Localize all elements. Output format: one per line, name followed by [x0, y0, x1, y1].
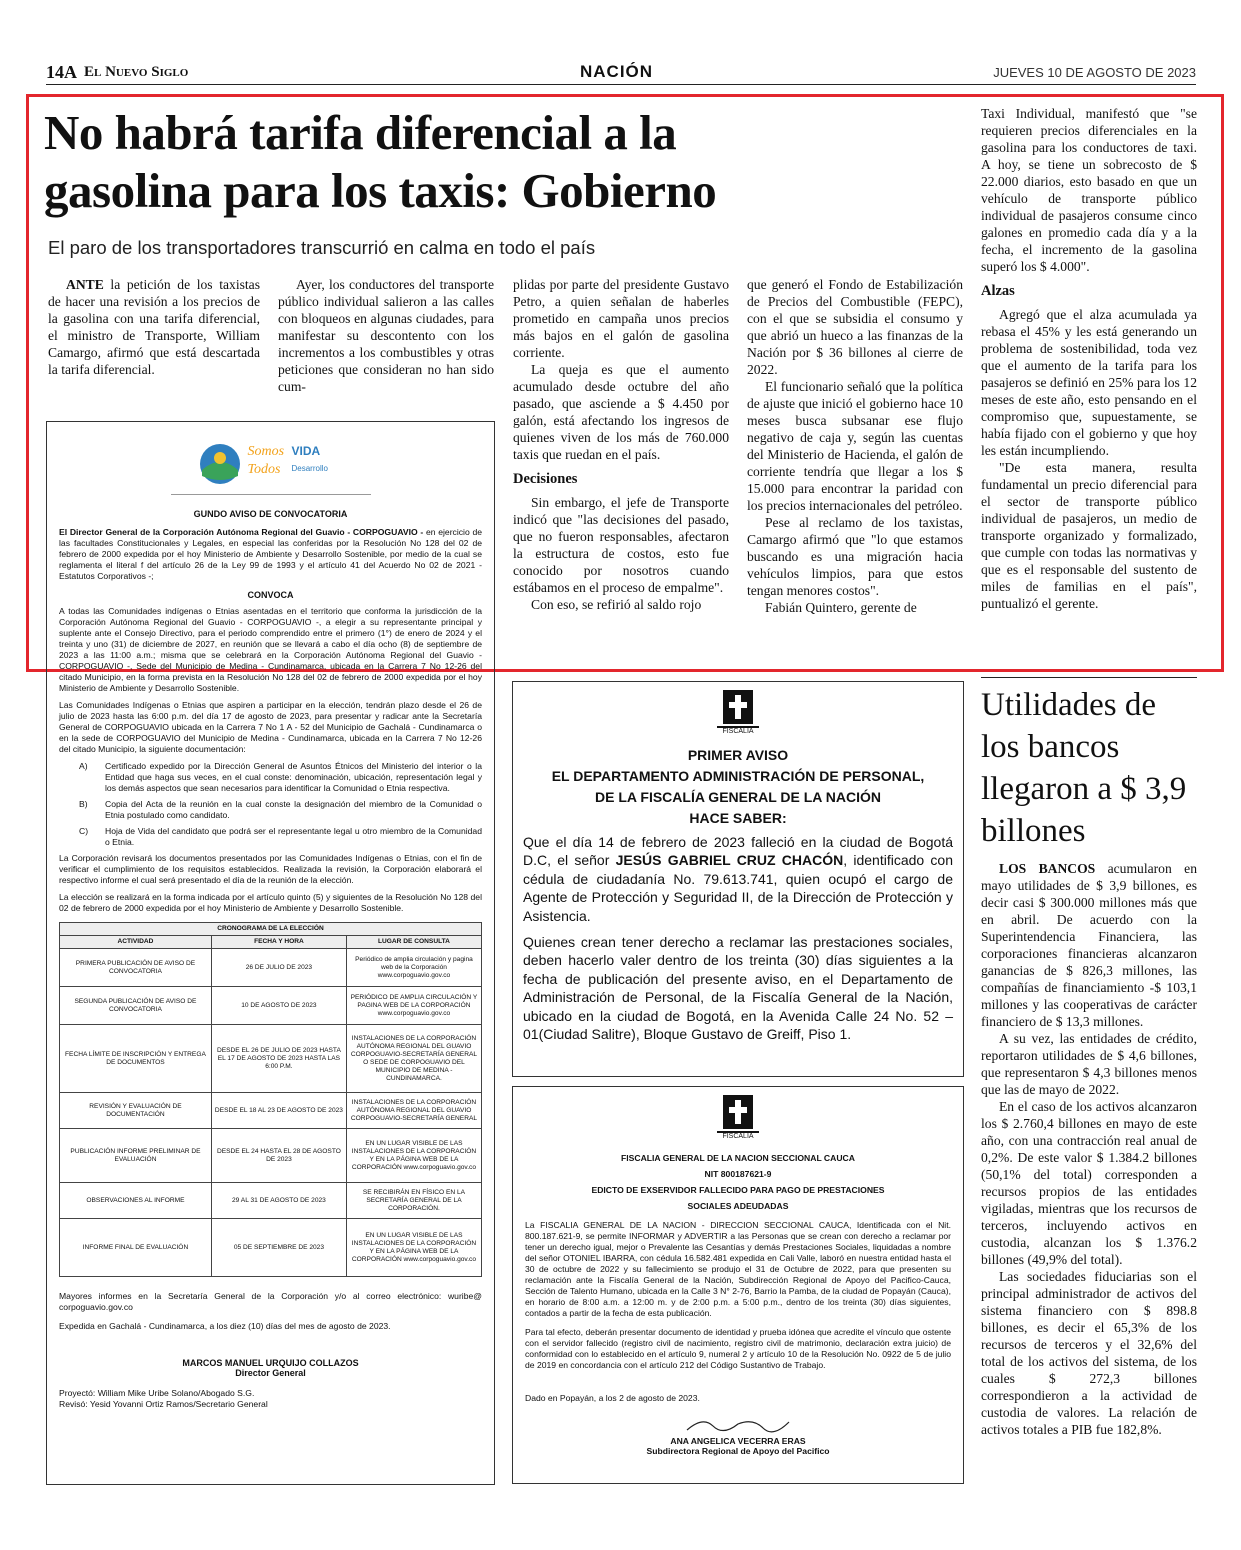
logo-todos: Todos — [247, 462, 281, 477]
corpo-expedida: Expedida en Gachalá - Cundinamarca, a los diez (10) días del mes de agosto de 2023. — [59, 1321, 391, 1331]
bancos-headline: Utilidades de los bancos llegaron a $ 3,9 billones — [981, 687, 1187, 849]
corpo-title: GUNDO AVISO DE CONVOCATORIA — [193, 509, 348, 519]
corpoguavio-notice — [46, 421, 495, 1485]
fisc1-title-1: PRIMER AVISO — [687, 747, 789, 763]
corpo-convoca: CONVOCA — [247, 590, 294, 600]
corpo-p2: Las Comunidades Indígenas o Etnias que aspiren a participar en la elección, tendrán plazo desde el 26 de julio de 2023 hasta las 6:00 p.m. del día 17 de agosto de 2023, para presentar y radicar ante la Secretaría General de CORPOGUAVIO ubicada en la Carrera 7 No 1 A - 52 del Municipio de Gachalá - Cundinamarca o en la sede de CORPOGUAVIO del Municipio de Medina - Cundinamarca, ubicada en la Carrera 7 No 12-26 del citado Municipio, la siguiente documentación: — [59, 700, 482, 754]
cronograma-table — [59, 922, 482, 1277]
bancos-p4: Las sociedades fiduciarias son el principal administrador de activos del sistema financiero con $ 898.8 billones, es decir el 65,3% de los recursos de terceros y el 32,6% del total de los activos del sistema, de los cuales $ 272,3 billones correspondieron a la actividad de custodia de valores. La relación de activos totales a PIB fue 182,8%. — [981, 1269, 1197, 1437]
corpo-intro-text: en ejercicio de las facultades Constitucionales y Legales, en especial las conferidas por la Resolución No 128 del 02 de febrero de 2000 expedida por el hoy Ministerio de Ambiente y Desarrollo Sostenible, por medio de la cual se reglamenta el literal f del artículo 26 de la Ley 99 de 1993 y el artículo 41 del Acuerdo No 02 de 2021 - Estatutos Corporativos -; — [59, 527, 483, 581]
page-header — [46, 62, 1196, 84]
item-key: B) — [79, 799, 88, 809]
table-cell: PERIÓDICO DE AMPLIA CIRCULACIÓN Y PAGINA WEB DE LA CORPORACIÓN www.corpoguavio.gov.co — [346, 987, 481, 1025]
table-cell: DESDE EL 24 HASTA EL 28 DE AGOSTO DE 2023 — [211, 1129, 346, 1183]
page-number: 14A — [46, 62, 77, 82]
corpo-item — [79, 799, 482, 821]
header-date: JUEVES 10 DE AGOSTO DE 2023 — [993, 65, 1196, 80]
table-cell: DESDE EL 26 DE JULIO DE 2023 HASTA EL 17 DE AGOSTO DE 2023 HASTA LAS 6:00 P.M. — [211, 1025, 346, 1093]
bancos-p1: acumularon en mayo utilidades de $ 3,9 billones, es decir casi $ 300.000 millones más que en abril. De acuerdo con la Superintendencia Financiera, las corporaciones financieras alcanzaron ganancias de $ 826,3 millones, las compañías de financiamiento -$ 103,1 millones y las cooperativas de carácter financiero de $ 13,3 millones. — [981, 861, 1197, 1029]
table-row — [60, 1025, 482, 1093]
col4-p2: El funcionario señaló que la política de ajuste que inició el gobierno hace 10 meses busca subsanar ese flujo negativo de caja y, según las cuentas del Ministerio de Hacienda, el galón de corriente tendría que llegar a los $ 15.000 para encontrar la paridad con los precios internacionales del petróleo. — [747, 379, 963, 513]
table-row — [60, 1183, 482, 1219]
corpo-item — [79, 826, 482, 848]
table-row — [60, 949, 482, 987]
col3-p4: Con eso, se refirió al saldo rojo — [531, 597, 702, 612]
table-cell: PUBLICACIÓN INFORME PRELIMINAR DE EVALUACIÓN — [60, 1129, 212, 1183]
fisc2-dado: Dado en Popayán, a los 2 de agosto de 2023. — [525, 1393, 700, 1403]
bancos-body — [981, 860, 1197, 1438]
col5-p2: Agregó que el alza acumulada ya rebasa el 45% y les está generando un problema de sostenibilidad, toda vez que el aumento de la tarifa para los pasajeros se definió en 25% para los 12 meses de este año, esto pensando en el compromiso que, supuestamente, se había fijado con el gobierno y que hoy les están incumpliendo. — [981, 307, 1197, 458]
table-cell: 10 DE AGOSTO DE 2023 — [211, 987, 346, 1025]
fisc2-signer-title: Subdirectora Regional de Apoyo del Pacifico — [646, 1446, 830, 1456]
bancos-p3: En el caso de los activos alcanzaron los $ 2.760,4 billones en mayo de este año, con una contracción real anual de 0,2%. De este valor $ 1.384.2 billones (50,1% del total) corresponden a recursos propios de las entidades vigiladas, mientras que los recursos de terceros, incluyendo activos en custodia, alcanzan los $ 1.376.2 billones (49,9% del total). — [981, 1099, 1197, 1267]
col3-p2: La queja es que el aumento acumulado desde octubre del año pasado, que asciende a $ 4.450 por galón, está afectando los ingresos de quienes viven de los más de 760.000 taxis que ruedan en el país. — [513, 362, 729, 462]
item-text: Hoja de Vida del candidato que podrá ser el representante legal u otro miembro de la Comunidad o Etnia. — [105, 826, 482, 847]
corpo-p4: La elección se realizará en la forma indicada por el artículo quinto (5) y siguientes de la Resolución No 128 del 02 de febrero de 2000 expedida por el hoy Ministerio de Ambiente y Desarrollo Sostenible. — [59, 892, 482, 913]
fisc1-title-2: EL DEPARTAMENTO ADMINISTRACIÓN DE PERSONAL, — [551, 768, 925, 784]
table-header: ACTIVIDAD — [60, 936, 212, 949]
logo-somos: Somos — [247, 444, 285, 459]
col2-text: Ayer, los conductores del transporte público individual salieron a las calles con bloqueos en algunas ciudades, para manifestar su descontento con los incrementos a los combustibles y otras peticiones que consideran no han sido cum- — [278, 277, 494, 394]
fisc1-p1 — [523, 833, 953, 925]
fisc2-title-2: NIT 800187621-9 — [704, 1169, 772, 1179]
col4-p4: Fabián Quintero, gerente de — [765, 600, 917, 615]
item-text: Copia del Acta de la reunión en la cual conste la designación del miembro de la Comunidad o Etnia postulado como candidato. — [105, 799, 482, 820]
article-col-2 — [278, 276, 494, 395]
fiscalia-notice-2 — [512, 1086, 964, 1484]
corpo-signer: MARCOS MANUEL URQUIJO COLLAZOS — [182, 1358, 359, 1368]
corpo-mayores: Mayores informes en la Secretaría General de la Corporación y/o al correo electrónico: wuribe@ corpoguavio.gov.co — [59, 1291, 482, 1312]
logo-divider — [171, 494, 371, 495]
col4-p1: que generó el Fondo de Estabilización de Precios del Combustible (FEPC), con el que se subsidia el consumo y que abrió un hueco a las finanzas de la Nación por $ 36 billones al cierre de 2022. — [747, 277, 963, 377]
fiscalia-notice-1 — [512, 681, 964, 1077]
table-cell: INFORME FINAL DE EVALUACIÓN — [60, 1219, 212, 1277]
table-row — [60, 1219, 482, 1277]
col5-p1: Taxi Individual, manifestó que "se requieren precios diferenciales en la gasolina para los conductores de taxi. A hoy, se tiene un sobrecosto de $ 22.000 diarios, esto basado en que un vehículo de transporte público individual de pasajeros consume cinco galones en promedio cada día y a la fecha, el incremento de la gasolina superó los $ 4.000". — [981, 106, 1197, 274]
signature-icon — [683, 1414, 793, 1436]
item-key: A) — [79, 761, 88, 771]
fisc1-p1c: , identificado con cédula de ciudadanía No. 79.613.741, quien ocupó el cargo de Agente de Protección y Seguridad II, de la Dirección de Protección y Asistencia. — [523, 852, 953, 924]
bancos-lead: LOS BANCOS — [999, 861, 1096, 876]
article-col-4 — [747, 276, 963, 616]
fisc2-p1: La FISCALIA GENERAL DE LA NACION - DIRECCION SECCIONAL CAUCA, Identificada con el Nit. 800.187.621-9, se permite INFORMAR y ADVERTIR a las Personas que se crean con derecho a reclamar por tener un derecho igual, mejor o Prevalente las Cesantías y demás Prestaciones Sociales, liquidadas a nombre del señor OTONIEL IBARRA, con cédula 16.582.481 expedida en Cali Valle, laboró en nuestra entidad hasta el 30 de octubre de 2022 y su fallecimiento se produjo el 31 de Octubre de 2022, para que presenten su reclamación ante la Fiscalía General de la Nación, Subdirección Regional de Apoyo del Pacifico-Cauca, Sección de Talento Humano, ubicada en la Calle 3 N° 2-76, Barrio la Pamba, de la ciudad de Popayán (Cauca), en horario de 8:00 a.m. a 12:00 m. y de 2:00 p.m. a 5:00 p.m., dentro de los treinta (30) días siguientes, contados a partir de la fecha de esta publicación. — [525, 1220, 951, 1318]
table-cell: OBSERVACIONES AL INFORME — [60, 1183, 212, 1219]
item-key: C) — [79, 826, 89, 836]
item-text: Certificado expedido por la Dirección General de Asuntos Étnicos del Ministerio del interior o la Entidad que haga sus veces, en el cual conste: denominación, ubicación, representación legal y los demás aspectos que sean necesarios para identificar la Comunidad o Etnia respectiva. — [105, 761, 482, 793]
corpo-proyecto: Proyectó: William Mike Uribe Solano/Abogado S.G. — [59, 1388, 255, 1398]
col3-p1: plidas por parte del presidente Gustavo Petro, a quien señalan de haberles prometido en campaña unos precios más bajos en el galón de gasolina corriente. — [513, 277, 729, 360]
fisc2-title-1: FISCALIA GENERAL DE LA NACION SECCIONAL CAUCA — [621, 1153, 855, 1163]
article-headline — [44, 104, 974, 220]
table-cell: PRIMERA PUBLICACIÓN DE AVISO DE CONVOCATORIA — [60, 949, 212, 987]
table-cell: REVISIÓN Y EVALUACIÓN DE DOCUMENTACIÓN — [60, 1093, 212, 1129]
col4-p3: Pese al reclamo de los taxistas, Camargo afirmó que "lo que estamos buscando es una migración hacia vehículos limpios, para que estos tengan menores costos". — [747, 515, 963, 598]
fisc2-title-4: SOCIALES ADEUDADAS — [687, 1201, 789, 1211]
header-rule — [46, 84, 1196, 85]
table-row — [60, 1093, 482, 1129]
table-row — [60, 1129, 482, 1183]
corpo-p1: A todas las Comunidades indígenas o Etnias asentadas en el territorio que conforma la jurisdicción de la Corporación Autónoma Regional del Guavio - CORPOGUAVIO -, a elegir a su representante principal y suplente ante el Consejo Directivo, para el periodo comprendido entre el primero (1°) de enero de 2024 y el treinta y uno (31) de diciembre de 2027, en reunión que se llevará a cabo el día ocho (8) de septiembre de 2023 a las 11:00 a.m.; misma que se celebrará en la Corporación Autónoma Regional del Guavio - CORPOGUAVIO -, Sede del Municipio de Medina - Cundinamarca, ubicada en la Carrera 7 No 12-26 del citado Municipio, en la forma prevista en la Resolución No 128 del 02 de febrero de 2000 expedida por el hoy Ministerio de Ambiente y Desarrollo Sostenible. — [59, 606, 482, 693]
corpo-items — [59, 761, 482, 848]
table-header: LUGAR DE CONSULTA — [346, 936, 481, 949]
fisc2-signer: ANA ANGELICA VECERRA ERAS — [670, 1436, 806, 1446]
table-cell: DESDE EL 18 AL 23 DE AGOSTO DE 2023 — [211, 1093, 346, 1129]
lead-word: ANTE — [66, 277, 104, 292]
corpoguavio-logo — [196, 432, 346, 494]
table-cell: SE RECIBIRÁN EN FÍSICO EN LA SECRETARÍA GENERAL DE LA CORPORACIÓN. — [346, 1183, 481, 1219]
table-cell: 26 DE JULIO DE 2023 — [211, 949, 346, 987]
fiscalia-seal-icon — [723, 690, 753, 724]
bancos-p2: A su vez, las entidades de crédito, reportaron utilidades de $ 4,6 billones, que representaron $ 4,3 billones menos que las de mayo de 2022. — [981, 1031, 1197, 1097]
article-subhead: El paro de los transportadores transcurrió en calma en todo el país — [48, 237, 596, 258]
headline-line-2: gasolina para los taxis: Gobierno — [44, 163, 717, 218]
newspaper-name: El Nuevo Siglo — [84, 64, 189, 80]
table-cell: EN UN LUGAR VISIBLE DE LAS INSTALACIONES DE LA CORPORACIÓN Y EN LA PÁGINA WEB DE LA CORPORACIÓN www.corpoguavio.gov.co — [346, 1129, 481, 1183]
table-cell: FECHA LÍMITE DE INSCRIPCIÓN Y ENTREGA DE DOCUMENTOS — [60, 1025, 212, 1093]
table-row — [60, 987, 482, 1025]
corpo-intro-bold: El Director General de la Corporación Autónoma Regional del Guavio - CORPOGUAVIO - — [59, 527, 424, 537]
seal-label: FISCALÍA — [717, 1131, 759, 1140]
corpo-p3: La Corporación revisará los documentos presentados por las Comunidades Indígenas o Etnias, con el fin de verificar el cumplimiento de los requisitos establecidos. Realizada la revisión, la Corporación elaborará el respectivo informe el cual será presentado el día de la reunión de la elección. — [59, 853, 482, 885]
table-cell: SEGUNDA PUBLICACIÓN DE AVISO DE CONVOCATORIA — [60, 987, 212, 1025]
fisc1-title-3: DE LA FISCALÍA GENERAL DE LA NACIÓN — [595, 789, 881, 805]
table-header: FECHA Y HORA — [211, 936, 346, 949]
logo-desarrollo: Desarrollo — [291, 464, 328, 473]
logo-vida: VIDA — [291, 444, 321, 458]
fisc1-p2: Quienes crean tener derecho a reclamar las prestaciones sociales, deben hacerlo valer dentro de los treinta (30) días siguientes a la fecha de publicación del presente aviso, en el Departamento de Administración de Personal, de la Fiscalía General de la Nación, ubicado en la ciudad de Bogotá, en la Avenida Calle 24 No. 52 – 01(Ciudad Salitre), Bloque Gustavo de Greiff, Piso 1. — [523, 934, 953, 1043]
col1-text: la petición de los taxistas de hacer una revisión a los precios de la gasolina con una tarifa diferencial, el ministro de Transporte, William Camargo, afirmó que está descartada la tarifa diferencial. — [48, 277, 260, 377]
bancos-rule — [981, 677, 1197, 678]
seal-label: FISCALÍA — [717, 726, 759, 735]
table-cell: EN UN LUGAR VISIBLE DE LAS INSTALACIONES DE LA CORPORACIÓN Y EN LA PÁGINA WEB DE LA CORPORACIÓN www.corpoguavio.gov.co — [346, 1219, 481, 1277]
table-cell: INSTALACIONES DE LA CORPORACIÓN AUTÓNOMA REGIONAL DEL GUAVIO CORPOGUAVIO-SECRETARÍA GENERAL O SEDE DE CORPOGUAVIO DEL MUNICIPIO DE MEDINA - CUNDINAMARCA. — [346, 1025, 481, 1093]
corpo-item — [79, 761, 482, 794]
corpo-signer-title: Director General — [235, 1368, 306, 1378]
headline-line-1: No habrá tarifa diferencial a la — [44, 105, 677, 160]
fisc1-p1a: Que el día 14 de febrero de 2023 falleció en la ciudad de Bogotá D.C, el señor — [523, 834, 953, 869]
table-cell: 05 DE SEPTIEMBRE DE 2023 — [211, 1219, 346, 1277]
table-cell: INSTALACIONES DE LA CORPORACIÓN AUTÓNOMA REGIONAL DEL GUAVIO CORPOGUAVIO-SECRETARÍA GENERAL — [346, 1093, 481, 1129]
table-cell: Periódico de amplia circulación y pagina web de la Corporación www.corpoguavio.gov.co — [346, 949, 481, 987]
table-title: CRONOGRAMA DE LA ELECCIÓN — [60, 923, 482, 936]
fisc1-title-4: HACE SABER: — [689, 810, 787, 826]
article-col-5 — [981, 105, 1197, 612]
article-col-1 — [48, 276, 260, 378]
fiscalia-seal-icon — [723, 1095, 753, 1129]
fisc1-deceased: JESÚS GABRIEL CRUZ CHACÓN — [615, 852, 844, 869]
col3-p3: Sin embargo, el jefe de Transporte indicó que "las decisiones del pasado, que no fueron responsables, afectaron la estructura de costos, esto fue conocido por nosotros cuando estábamos en el proceso de empalme". — [513, 495, 729, 595]
fisc2-p2: Para tal efecto, deberán presentar documento de identidad y prueba idónea que acredite el vínculo que ostente con el servidor fallecido (registro civil de nacimiento, registro civil de matrimonio, declaración extra juicio) de conformidad con lo establecido en el artículo 9, numeral 2 y artículo 10 de la Resolución No. 0922 de 5 de julio de 2019 en concordancia con el artículo 212 del Código Sustantivo de Trabajo. — [525, 1327, 951, 1370]
article-col-3 — [513, 276, 729, 613]
fisc2-title-3: EDICTO DE EXSERVIDOR FALLECIDO PARA PAGO DE PRESTACIONES — [591, 1185, 885, 1195]
corpo-reviso: Revisó: Yesid Yovanni Ortiz Ramos/Secretario General — [59, 1399, 268, 1409]
table-cell: 29 AL 31 DE AGOSTO DE 2023 — [211, 1183, 346, 1219]
col3-heading: Decisiones — [513, 471, 578, 487]
section-name: NACIÓN — [580, 62, 654, 81]
col5-heading: Alzas — [981, 283, 1015, 299]
col5-p3: "De esta manera, resulta fundamental un precio diferencial para el sector de transporte público individual de pasajeros, un medio de transporte organizado y formalizado, que cumple con todas las normativas y que es el responsable del sustento de miles de familias en el país", puntualizó el gerente. — [981, 460, 1197, 611]
corpo-intro — [59, 527, 482, 582]
corpoguavio-logo-icon — [196, 440, 244, 488]
